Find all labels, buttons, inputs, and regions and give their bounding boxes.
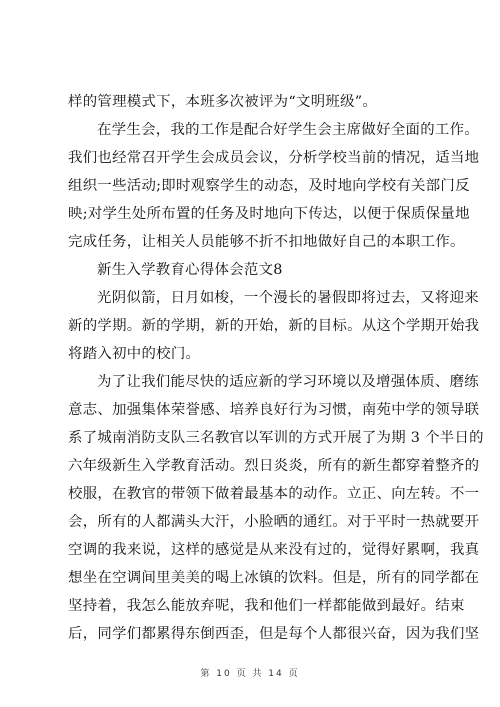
text-line: 光阴似箭，日月如梭，一个漫长的暑假即将过去，又将迎来 <box>97 290 479 306</box>
section-heading: 新生入学教育心得体会范文8 <box>97 262 283 278</box>
text-line: 为了让我们能尽快的适应新的学习环境以及增强体质、磨练 <box>97 374 479 390</box>
text-line: 组织一些活动;即时观察学生的动态，及时地向学校有关部门反 <box>68 178 470 194</box>
text-line: 完成任务，让相关人员能够不折不扣地做好自己的本职工作。 <box>68 234 465 250</box>
text-line: 映;对学生处所布置的任务及时地向下传达，以便于保质保量地 <box>68 206 470 222</box>
text-line: 想坐在空调间里美美的喝上冰镇的饮料。但是，所有的同学都在 <box>68 570 480 586</box>
text-line: 校服，在教官的带领下做着最基本的动作。立正、向左转。不一 <box>68 486 480 502</box>
text-line: 会，所有的人都满头大汗，小脸晒的通红。对于平时一热就要开 <box>68 514 480 530</box>
text-line: 六年级新生入学教育活动。烈日炎炎，所有的新生都穿着整齐的 <box>68 458 480 474</box>
page-footer: 第 10 页 共 14 页 <box>200 669 300 679</box>
text-line: 坚持着，我怎么能放弃呢，我和他们一样都能做到最好。结束 <box>68 598 465 614</box>
text-line: 意志、加强集体荣誉感、培养良好行为习惯，南苑中学的领导联 <box>68 402 480 418</box>
text-line: 我们也经常召开学生会成员会议，分析学校当前的情况，适当地 <box>68 150 480 166</box>
document-body <box>68 88 484 648</box>
text-line: 样的管理模式下，本班多次被评为“文明班级”。 <box>68 94 378 110</box>
text-line: 系了城南消防支队三名教官以军训的方式开展了为期 3 个半日的 <box>68 430 484 446</box>
text-line: 在学生会，我的工作是配合好学生会主席做好全面的工作。 <box>97 122 479 138</box>
text-line: 新的学期。新的学期，新的开始，新的目标。从这个学期开始我 <box>68 318 480 334</box>
text-line: 将踏入初中的校门。 <box>68 346 201 362</box>
text-line: 空调的我来说，这样的感觉是从来没有过的，觉得好累啊，我真 <box>68 542 480 558</box>
text-line: 后，同学们都累得东倒西歪，但是每个人都很兴奋，因为我们坚 <box>68 626 480 642</box>
